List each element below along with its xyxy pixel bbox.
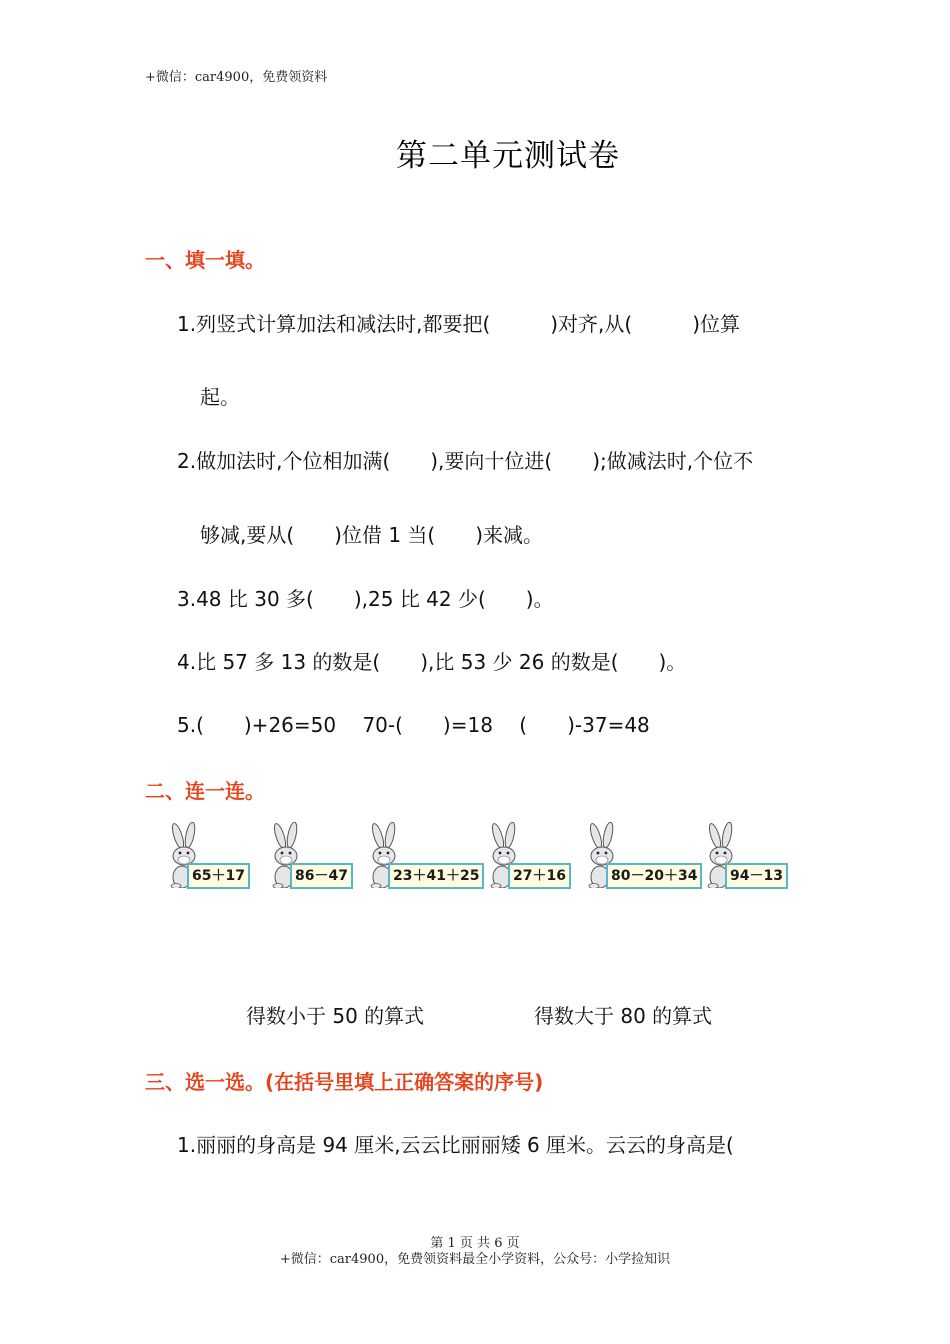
section-heading-match: 二、连一连。 [145,779,265,803]
expression-label: 86－47 [290,863,353,889]
question-4: 4.比 57 多 13 的数是( ),比 53 少 26 的数是( )。 [177,650,687,674]
expression-label: 23＋41＋25 [388,863,484,889]
header-note: +微信：car4900，免费领资料 [145,70,328,85]
page-number: 第 1 页 共 6 页 [430,1236,520,1251]
expression-label: 27＋16 [508,863,571,889]
footer-note: +微信：car4900，免费领资料最全小学资料，公众号：小学捡知识 [279,1252,671,1267]
match-target-greater-than-80[interactable]: 得数大于 80 的算式 [534,1004,713,1028]
expression-label: 65＋17 [187,863,250,889]
choose-question-1: 1.丽丽的身高是 94 厘米,云云比丽丽矮 6 厘米。云云的身高是( [177,1133,734,1157]
question-1-line-2: 起。 [200,385,240,409]
question-5: 5.( )+26=50 70-( )=18 ( )-37=48 [177,713,650,737]
question-2-line-1: 2.做加法时,个位相加满( ),要向十位进( );做减法时,个位不 [177,449,754,473]
match-target-less-than-50[interactable]: 得数小于 50 的算式 [246,1004,425,1028]
expression-label: 80－20＋34 [606,863,702,889]
page-title: 第二单元测试卷 [396,138,620,174]
question-2-line-2: 够减,要从( )位借 1 当( )来减。 [200,523,544,547]
question-1-line-1: 1.列竖式计算加法和减法时,都要把( )对齐,从( )位算 [177,312,741,336]
expression-label: 94－13 [725,863,788,889]
section-heading-choose: 三、选一选。(在括号里填上正确答案的序号) [145,1070,544,1094]
question-3: 3.48 比 30 多( ),25 比 42 少( )。 [177,587,554,611]
section-heading-fill: 一、填一填。 [145,248,265,272]
